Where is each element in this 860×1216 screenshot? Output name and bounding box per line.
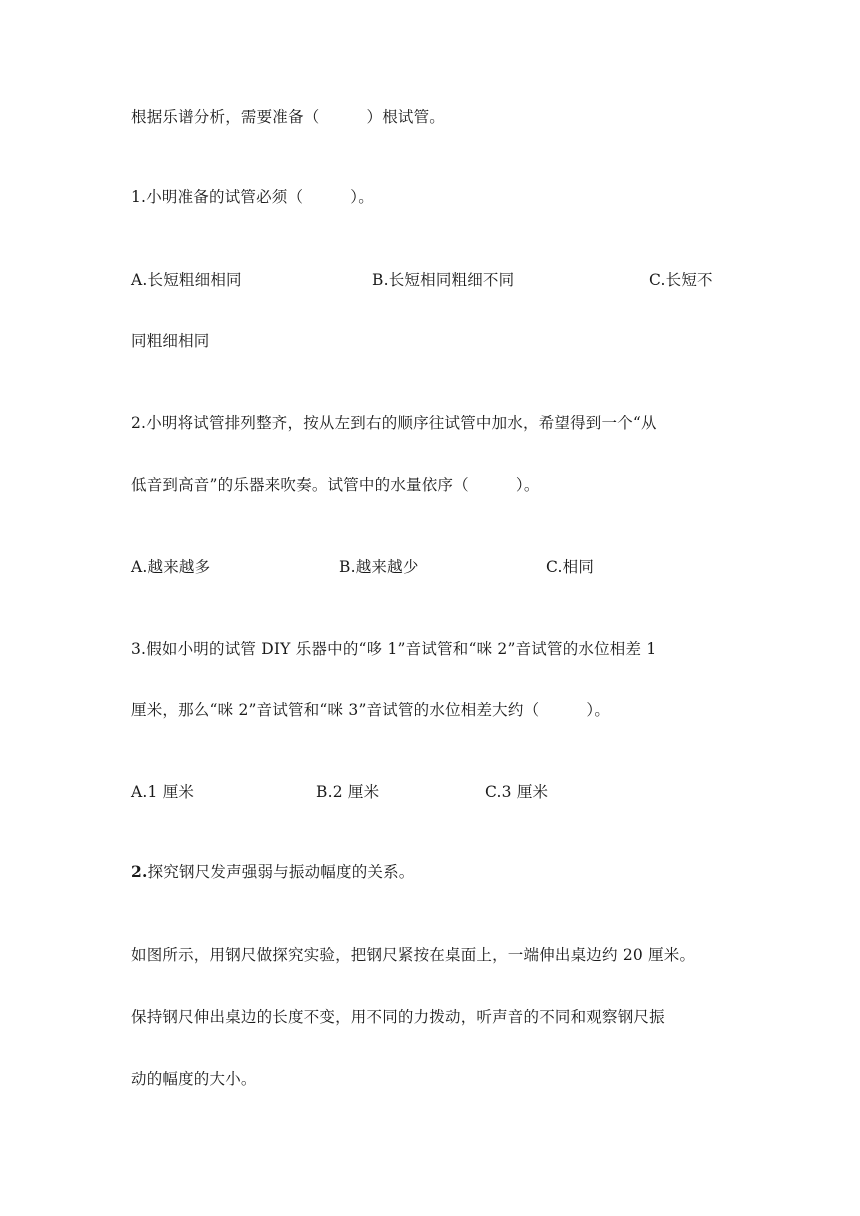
q1-option-b: B.长短相同粗细不同 [372, 271, 515, 289]
section2-para-line1: 如图所示，用钢尺做探究实验，把钢尺紧按在桌面上，一端伸出桌边约 20 厘米。 [131, 946, 696, 964]
section2-para-line2: 保持钢尺伸出桌边的长度不变，用不同的力拨动，听声音的不同和观察钢尺振 [131, 1008, 665, 1026]
q2-stem-line2: 低音到高音”的乐器来吹奏。试管中的水量依序（ ）。 [131, 476, 540, 494]
q1-option-c-continued: 同粗细相同 [131, 332, 210, 350]
q2-option-b: B.越来越少 [339, 558, 419, 576]
section2-number: 2. [131, 862, 148, 881]
q3-option-a: A.1 厘米 [131, 783, 195, 801]
section2-title: 探究钢尺发声强弱与振动幅度的关系。 [147, 863, 415, 881]
intro-question: 根据乐谱分析，需要准备（ ）根试管。 [131, 108, 446, 126]
q3-option-b: B.2 厘米 [316, 783, 380, 801]
q1-option-a: A.长短粗细相同 [131, 271, 242, 289]
q3-stem-line2: 厘米，那么“咪 2”音试管和“咪 3”音试管的水位相差大约（ ）。 [131, 701, 611, 719]
section2-heading [131, 862, 415, 882]
section2-para-line3: 动的幅度的大小。 [131, 1070, 257, 1088]
q2-option-a: A.越来越多 [131, 558, 211, 576]
q3-option-c: C.3 厘米 [485, 783, 549, 801]
q2-stem-line1: 2.小明将试管排列整齐，按从左到右的顺序往试管中加水，希望得到一个“从 [131, 414, 657, 432]
q1-option-c: C.长短不 [649, 271, 713, 289]
q3-stem-line1: 3.假如小明的试管 DIY 乐器中的“哆 1”音试管和“咪 2”音试管的水位相差 1 [131, 640, 657, 658]
q1-stem: 1.小明准备的试管必须（ ）。 [131, 188, 374, 206]
q2-option-c: C.相同 [546, 558, 595, 576]
